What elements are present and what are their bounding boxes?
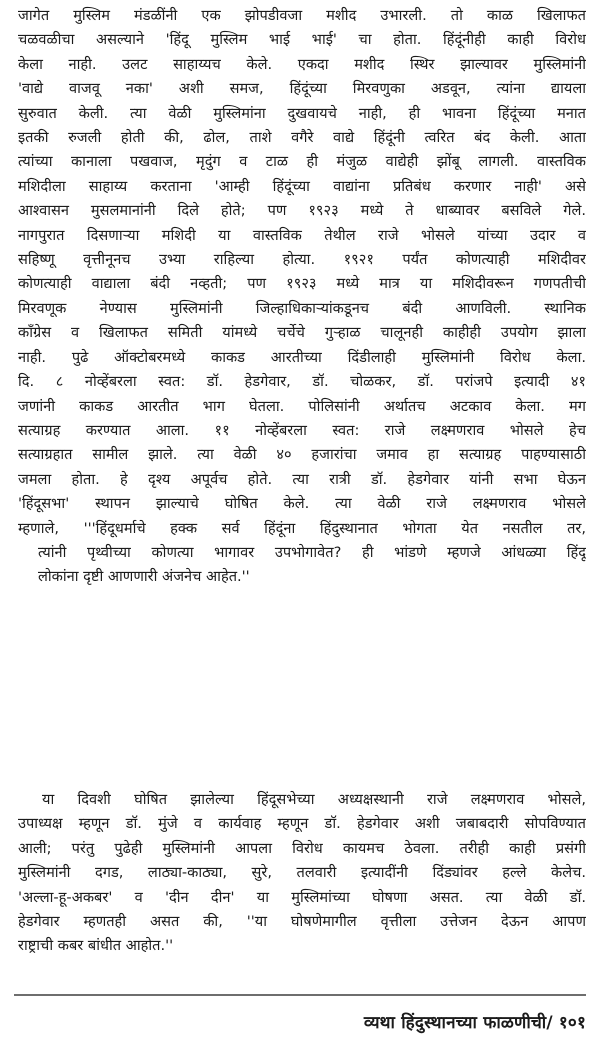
text-line: आली; परंतु पुढेही मुस्लिमांनी आपला विरोध कायमच ठेवला. तरीही काही प्रसंगी: [18, 839, 586, 857]
paragraph-2: [18, 788, 586, 959]
text-line: सत्याग्रह करण्यात आला. ११ नोव्हेंबरला स्वत: राजे लक्ष्मणराव भोसले हेच: [18, 421, 586, 439]
text-line: राष्ट्राची कबर बांधीत आहोत.'': [18, 937, 174, 955]
quote-line: लोकांना दृष्टी आणणारी अंजनेच आहेत.'': [38, 568, 250, 586]
text-line: आश्वासन मुसलमानांनी दिले होते; पण १९२३ मध्ये ते धाब्यावर बसविले गेले.: [18, 202, 586, 220]
text-line: काँग्रेस व खिलाफत समिती यांमध्ये चर्चेचे गुऱ्हाळ चालूनही काहीही उपयोग झाला: [18, 324, 586, 342]
text-line: म्हणाले, '''हिंदूधर्माचे हक्क सर्व हिंदूंना हिंदुस्थानात भोगता येत नसतील तर,: [18, 519, 586, 537]
text-line: उपाध्यक्ष म्हणून डॉ. मुंजे व कार्यवाह म्हणून डॉ. हेडगेवार अशी जबाबदारी सोपविण्यात: [18, 815, 586, 833]
text-line: मुस्लिमांनी दगड, लाठ्या-काठ्या, सुरे, तलवारी इत्यादींनी दिंड्यांवर हल्ले केलेच.: [18, 864, 586, 882]
paragraph-1: [18, 4, 586, 590]
text-line: हेडगेवार म्हणतही असत की, ''या घोषणेमागील वृत्तीला उत्तेजन देऊन आपण: [18, 913, 586, 931]
text-line: नागपुरात दिसणाऱ्या मशिदी या वास्तविक तेथील राजे भोसले यांच्या उदार व: [18, 226, 586, 244]
text-line: कोणत्याही वाद्याला बंदी नव्हती; पण १९२३ मध्ये मात्र या मशिदीवरून गणपतीची: [18, 275, 586, 293]
text-line: नाही. पुढे ऑक्टोबरमध्ये काकड आरतीच्या दिंडीलाही मुस्लिमांनी विरोध केला.: [18, 348, 586, 366]
text-line: मशिदीला साहाय्य करताना 'आम्ही हिंदूंच्या वाद्यांना प्रतिबंध करणार नाही' असे: [18, 177, 586, 195]
text-line: जमला होता. हे दृश्य अपूर्वच होते. त्या रात्री डॉ. हेडगेवार यांनी सभा घेऊन: [18, 470, 586, 488]
text-line: 'अल्ला-हू-अकबर' व 'दीन दीन' या मुस्लिमांच्या घोषणा असत. त्या वेळी डॉ.: [18, 888, 586, 906]
text-line: जागेत मुस्लिम मंडळींनी एक झोपडीवजा मशीद उभारली. तो काळ खिलाफत: [18, 7, 586, 24]
text-line: जणांनी काकड आरतीत भाग घेतला. पोलिसांनी अर्थातच अटकाव केला. मग: [18, 397, 586, 415]
footer-divider: [14, 994, 586, 996]
text-line: केला नाही. उलट साहाय्यच केले. एकदा मशीद स्थिर झाल्यावर मुस्लिमांनी: [18, 55, 586, 73]
text-line: 'हिंदूसभा' स्थापन झाल्याचे घोषित केले. त्या वेळी राजे लक्ष्मणराव भोसले: [18, 495, 586, 513]
text-line: मिरवणूक नेण्यास मुस्लिमांनी जिल्हाधिकाऱ्यांकडूनच बंदी आणविली. स्थानिक: [18, 299, 586, 317]
running-title: व्यथा हिंदुस्थानच्या फाळणीची/: [363, 1013, 553, 1033]
page-number: १०१: [558, 1013, 586, 1033]
text-line: चळवळीचा असल्याने 'हिंदू मुस्लिम भाई भाई' चा होता. हिंदूंनीही काही विरोध: [18, 31, 586, 49]
text-line: सुरुवात केली. त्या वेळी मुस्लिमांना दुखवायचे नाही, ही भावना हिंदूंच्या मनात: [18, 104, 586, 122]
text-line: या दिवशी घोषित झालेल्या हिंदूसभेच्या अध्यक्षस्थानी राजे लक्ष्मणराव भोसले,: [42, 791, 586, 808]
text-line: सहिष्णू वृत्तीनूनच उभ्या राहिल्या होत्या. १९२१ पर्यंत कोणत्याही मशिदीवर: [18, 251, 586, 269]
text-line: दि. ८ नोव्हेंबरला स्वत: डॉ. हेडगेवार, डॉ. चोळकर, डॉ. परांजपे इत्यादी ४१: [18, 373, 586, 391]
quote-line: त्यांनी पृथ्वीच्या कोणत्या भागावर उपभोगावेत? ही भांडणे म्हणजे आंधळ्या हिंदू: [38, 543, 586, 561]
text-line: सत्याग्रहात सामील झाले. त्या वेळी ४० हजारांचा जमाव हा सत्याग्रह पाहण्यासाठी: [18, 446, 586, 464]
running-footer: [364, 1010, 586, 1033]
text-line: 'वाद्ये वाजवू नका' अशी समज, हिंदूंच्या मिरवणुका अडवून, त्यांना द्यायला: [18, 80, 586, 98]
text-line: त्यांच्या कानाला पखवाज, मृदुंग व टाळ ही मंजुळ वाद्येही झोंबू लागली. वास्तविक: [18, 153, 586, 171]
text-line: इतकी रुजली होती की, ढोल, ताशे वगैरे वाद्ये हिंदूंनी त्वरित बंद केली. आता: [18, 129, 586, 147]
